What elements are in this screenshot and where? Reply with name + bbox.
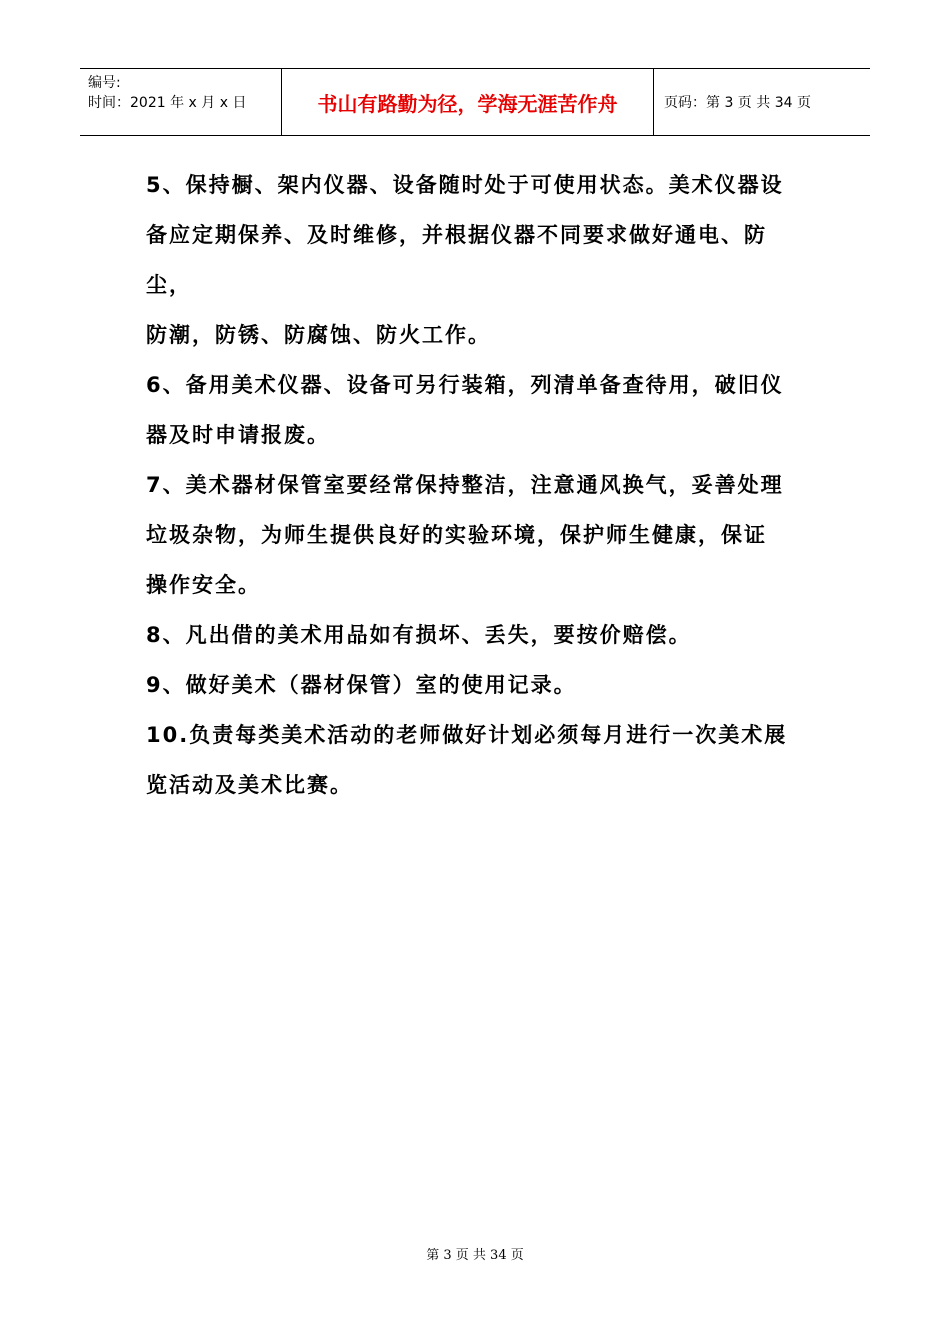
document-header bbox=[80, 68, 870, 136]
body-line: 操作安全。 bbox=[146, 573, 261, 597]
date-label: 时间：2021 年 x 月 x 日 bbox=[88, 95, 247, 111]
page-footer: 第 3 页 共 34 页 bbox=[426, 1248, 524, 1263]
body-line: 防潮，防锈、防腐蚀、防火工作。 bbox=[146, 323, 491, 347]
number-label: 编号: bbox=[88, 75, 121, 91]
header-motto: 书山有路勤为径，学海无涯苦作舟 bbox=[282, 69, 654, 135]
body-line: 览活动及美术比赛。 bbox=[146, 773, 353, 797]
body-line: 7、美术器材保管室要经常保持整洁，注意通风换气，妥善处理 bbox=[146, 473, 784, 497]
header-page-info: 页码：第 3 页 共 34 页 bbox=[664, 95, 811, 111]
body-line: 8、凡出借的美术用品如有损坏、丢失，要按价赔偿。 bbox=[146, 623, 692, 647]
body-line: 备应定期保养、及时维修，并根据仪器不同要求做好通电、防 bbox=[146, 223, 767, 247]
document-body bbox=[146, 160, 816, 810]
header-meta bbox=[80, 69, 282, 135]
body-line: 尘， bbox=[146, 273, 192, 297]
body-line: 6、备用美术仪器、设备可另行装箱，列清单备查待用，破旧仪 bbox=[146, 373, 784, 397]
body-line: 5、保持橱、架内仪器、设备随时处于可使用状态。美术仪器设 bbox=[146, 173, 784, 197]
body-line: 器及时申请报废。 bbox=[146, 423, 330, 447]
body-line: 10.负责每类美术活动的老师做好计划必须每月进行一次美术展 bbox=[146, 723, 788, 747]
body-line: 9、做好美术（器材保管）室的使用记录。 bbox=[146, 673, 577, 697]
body-line: 垃圾杂物，为师生提供良好的实验环境，保护师生健康，保证 bbox=[146, 523, 767, 547]
